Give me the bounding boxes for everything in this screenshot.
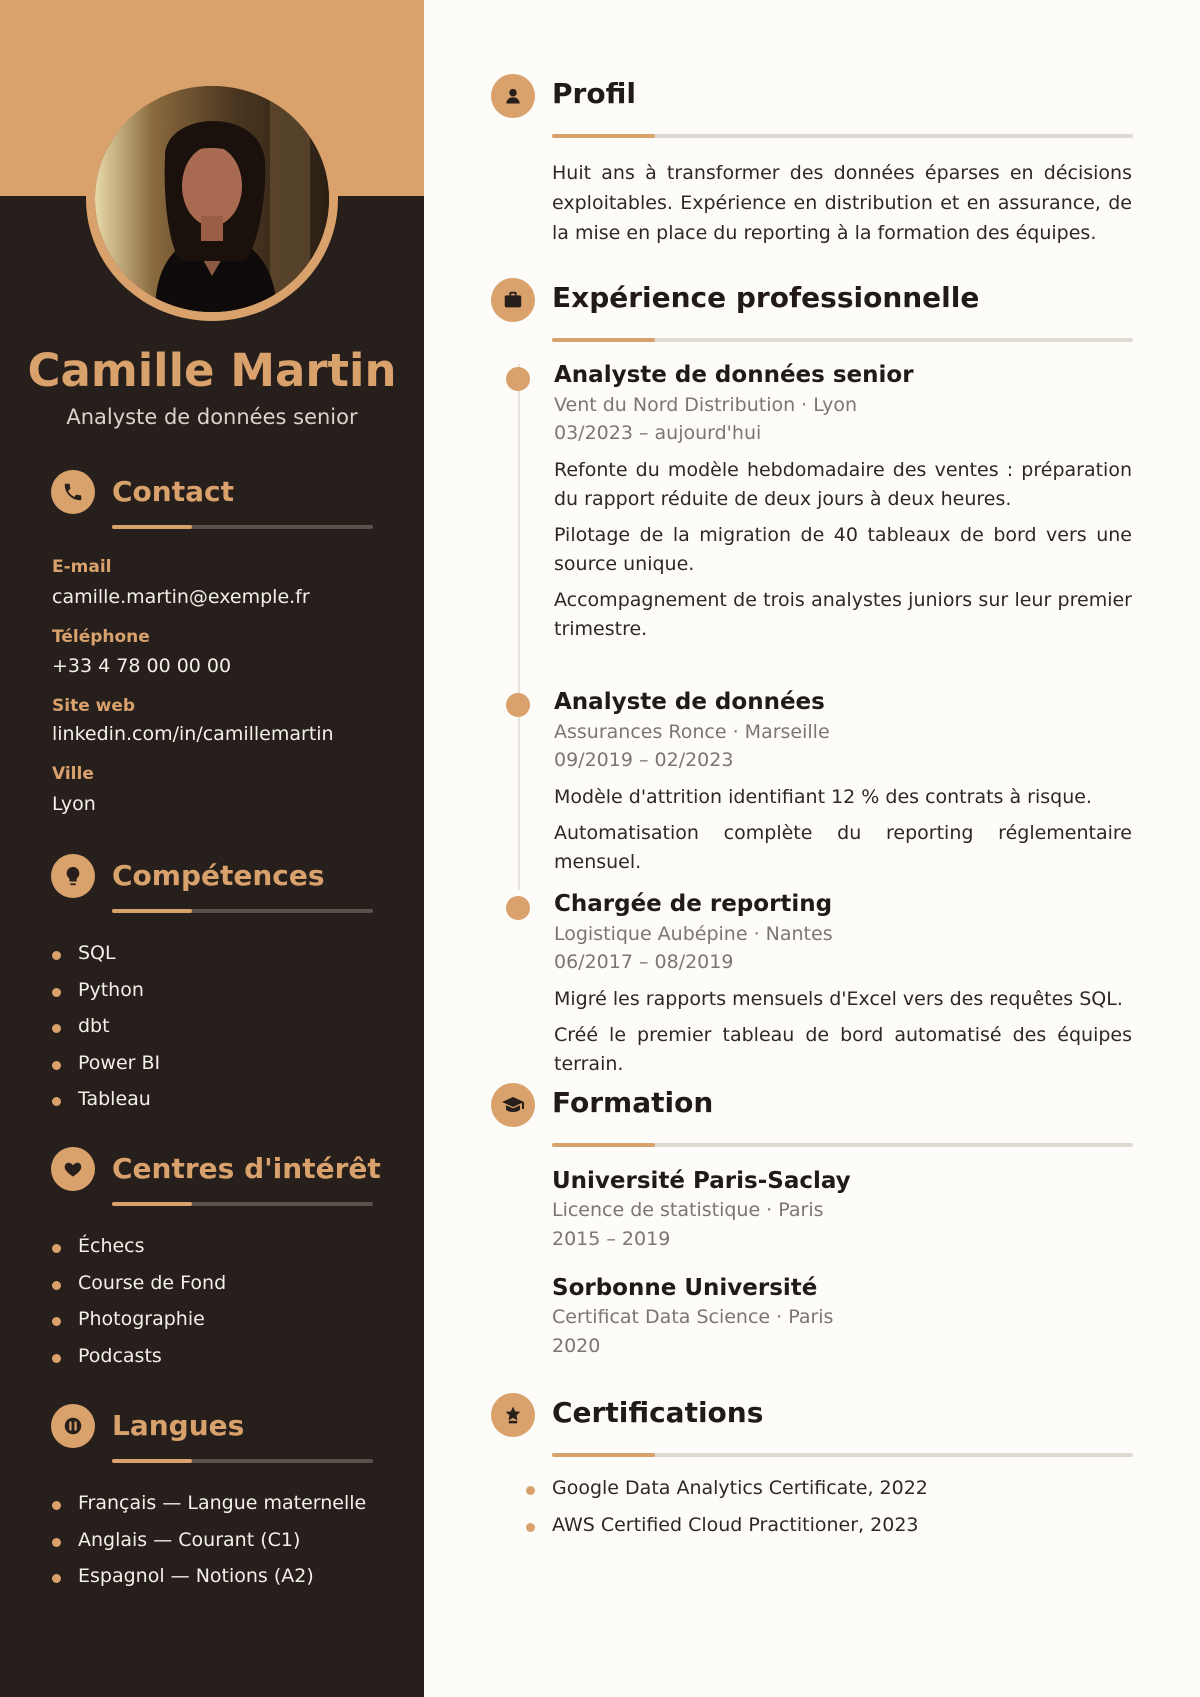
education-years: 2020: [552, 1335, 601, 1357]
languages-heading: Langues: [112, 1409, 245, 1442]
degree: Certificat Data Science · Paris: [552, 1306, 834, 1328]
education-entry: [552, 1275, 1132, 1363]
certifications-heading: Certifications: [552, 1396, 764, 1429]
languages-list: [52, 1492, 366, 1602]
list-item: SQL: [52, 942, 160, 979]
job-bullet: Automatisation complète du reporting réglementaire mensuel.: [554, 822, 1132, 873]
job-bullet: Migré les rapports mensuels d'Excel vers des requêtes SQL.: [554, 988, 1123, 1010]
contact-section-header: [51, 470, 391, 530]
job-bullet: Créé le premier tableau de bord automatisé des équipes terrain.: [554, 1024, 1132, 1075]
languages-section-header: [51, 1404, 391, 1464]
section-divider: [552, 338, 1133, 342]
skills-heading: Compétences: [112, 859, 325, 892]
section-divider: [112, 1459, 373, 1463]
job-title: Analyste de données: [554, 689, 825, 715]
heart-icon: [51, 1147, 95, 1191]
lightbulb-icon: [51, 854, 95, 898]
briefcase-icon: [491, 278, 535, 322]
list-item: Course de Fond: [52, 1272, 226, 1309]
timeline-dot: [506, 693, 530, 717]
sidebar: [0, 0, 424, 1697]
job-entry: [554, 689, 1132, 884]
job-bullet: Refonte du modèle hebdomadaire des ventes : préparation du rapport réduite de deux jours à deux heures.: [554, 459, 1132, 510]
job-bullet: Pilotage de la migration de 40 tableaux de bord vers une source unique.: [554, 524, 1132, 575]
interests-heading: Centres d'intérêt: [112, 1152, 381, 1185]
list-item: Échecs: [52, 1235, 226, 1272]
phone-label: Téléphone: [52, 627, 150, 647]
list-item: AWS Certified Cloud Practitioner, 2023: [526, 1514, 928, 1551]
list-item: Photographie: [52, 1308, 226, 1345]
section-divider: [552, 134, 1133, 138]
phone-icon: [51, 470, 95, 514]
job-title: Analyste de données senior: [554, 362, 914, 388]
contact-heading: Contact: [112, 475, 234, 508]
profile-photo: [86, 77, 338, 321]
certifications-list: [526, 1477, 928, 1551]
job-dates: 03/2023 – aujourd'hui: [554, 422, 762, 444]
section-divider: [552, 1143, 1133, 1147]
skills-list: [52, 942, 160, 1125]
profile-heading: Profil: [552, 77, 636, 110]
experience-heading: Expérience professionnelle: [552, 281, 980, 314]
city-value: Lyon: [52, 793, 96, 815]
email-label: E-mail: [52, 557, 112, 577]
section-divider: [112, 1202, 373, 1206]
list-item: Anglais — Courant (C1): [52, 1529, 366, 1566]
timeline-dot: [506, 896, 530, 920]
website-label: Site web: [52, 696, 136, 716]
list-item: Google Data Analytics Certificate, 2022: [526, 1477, 928, 1514]
list-item: dbt: [52, 1015, 160, 1052]
email-value[interactable]: camille.martin@exemple.fr: [52, 586, 310, 608]
website-value[interactable]: linkedin.com/in/camillemartin: [52, 723, 334, 745]
profile-summary: Huit ans à transformer des données éparses en décisions exploitables. Expérience en distribution et en assurance, de la mise en place du reporting à la formation des équipes.: [552, 162, 1132, 244]
experience-section-header: [491, 278, 1133, 348]
education-entry: [552, 1168, 1132, 1256]
portrait-image: [95, 86, 329, 312]
job-company: Assurances Ronce · Marseille: [554, 721, 830, 743]
certifications-section-header: [491, 1393, 1133, 1463]
education-heading: Formation: [552, 1086, 714, 1119]
education-section-header: [491, 1083, 1133, 1153]
award-icon: [491, 1393, 535, 1437]
job-entry: [554, 891, 1132, 1086]
graduation-cap-icon: [491, 1083, 535, 1127]
job-dates: 06/2017 – 08/2019: [554, 951, 734, 973]
list-item: Tableau: [52, 1088, 160, 1125]
job-company: Vent du Nord Distribution · Lyon: [554, 394, 858, 416]
degree: Licence de statistique · Paris: [552, 1199, 824, 1221]
list-item: Français — Langue maternelle: [52, 1492, 366, 1529]
section-divider: [552, 1453, 1133, 1457]
job-bullet: Modèle d'attrition identifiant 12 % des contrats à risque.: [554, 786, 1092, 808]
list-item: Python: [52, 979, 160, 1016]
job-entry: [554, 362, 1132, 651]
education-years: 2015 – 2019: [552, 1228, 671, 1250]
user-icon: [491, 74, 535, 118]
job-dates: 09/2019 – 02/2023: [554, 749, 734, 771]
job-bullet: Accompagnement de trois analystes juniors sur leur premier trimestre.: [554, 589, 1132, 640]
job-title: Chargée de reporting: [554, 891, 833, 917]
city-label: Ville: [52, 764, 94, 784]
list-item: Podcasts: [52, 1345, 226, 1382]
school-name: Sorbonne Université: [552, 1275, 818, 1301]
timeline-line: [518, 364, 520, 890]
phone-value[interactable]: +33 4 78 00 00 00: [52, 655, 232, 677]
list-item: Power BI: [52, 1052, 160, 1089]
school-name: Université Paris-Saclay: [552, 1168, 851, 1194]
language-icon: [51, 1404, 95, 1448]
skills-section-header: [51, 854, 391, 914]
timeline-dot: [506, 367, 530, 391]
person-title: Analyste de données senior: [66, 405, 358, 429]
person-name: Camille Martin: [27, 344, 397, 397]
profile-section-header: [491, 74, 1133, 144]
list-item: Espagnol — Notions (A2): [52, 1565, 366, 1602]
interests-list: [52, 1235, 226, 1381]
section-divider: [112, 909, 373, 913]
section-divider: [112, 525, 373, 529]
job-company: Logistique Aubépine · Nantes: [554, 923, 833, 945]
interests-section-header: [51, 1147, 391, 1207]
